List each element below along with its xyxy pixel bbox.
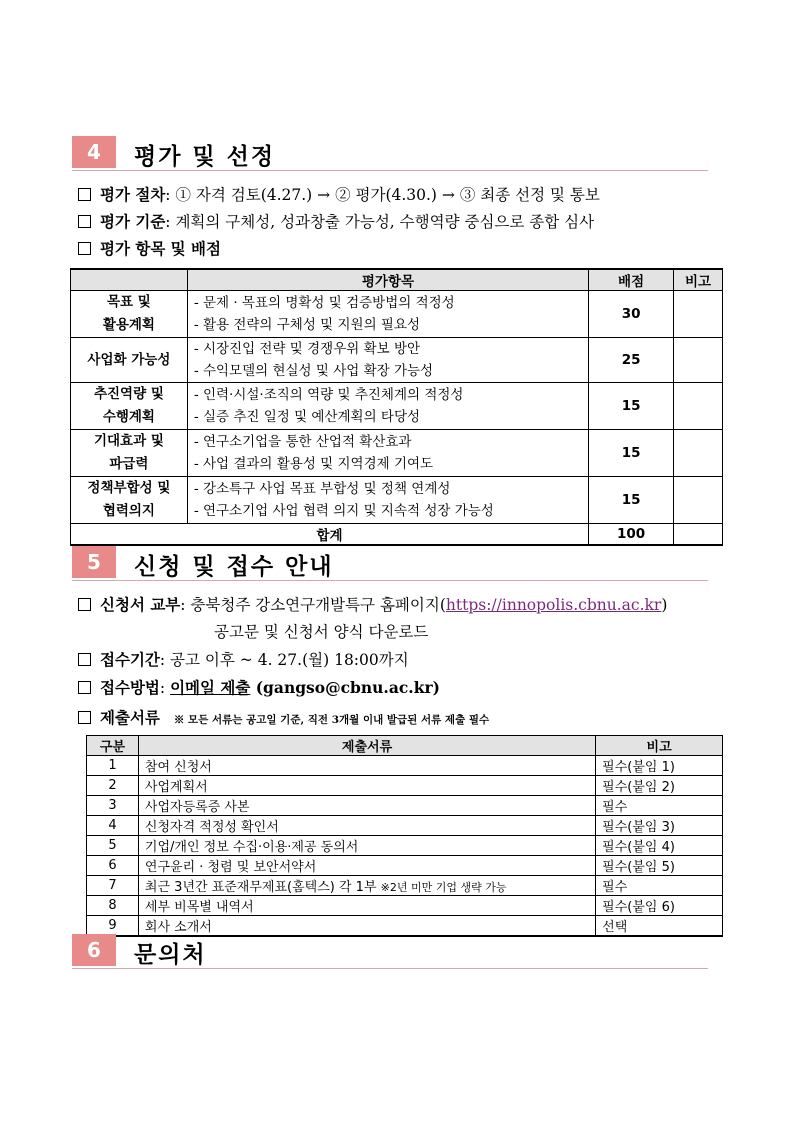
eval-total-score: 100 [589,524,674,546]
table-row: 6 연구윤리 · 청렴 및 보안서약서 필수(붙임 5) [87,856,723,876]
eval-score: 30 [589,291,674,338]
table-row: 7 최근 3년간 표준재무제표(홈텍스) 각 1부 ※2년 미만 기업 생략 가능 필수 [87,876,723,896]
eval-note [674,338,723,383]
section-title: 신청 및 접수 안내 [134,553,334,580]
eval-row [71,383,723,430]
eval-items: - 문제 · 목표의 명확성 및 검증방법의 적정성 - 활용 전략의 구체성 및 지원의 필요성 [187,291,588,338]
table-row: 9 회사 소개서 선택 [87,916,723,937]
eval-row [71,477,723,524]
eval-total-label: 합계 [71,524,589,546]
eval-score: 15 [589,430,674,477]
bullet-reception-method: 접수방법: 이메일 제출 (gangso@cbnu.ac.kr) [78,676,440,698]
eval-score: 15 [589,477,674,524]
eval-total-row [71,524,723,546]
section-6-header [72,934,708,969]
checkbox-square-icon [78,598,91,611]
bullet-submit-docs: 제출서류 ※ 모든 서류는 공고일 기준, 직전 3개월 이내 발급된 서류 제출 필수 [78,706,489,728]
eval-header-score: 배점 [589,269,674,291]
section-number: 4 [72,136,116,168]
eval-category: 정책부합성 및 협력의지 [71,477,188,524]
section-title: 평가 및 선정 [134,143,276,170]
eval-row [71,430,723,477]
eval-items: - 연구소기업을 통한 산업적 확산효과 - 사업 결과의 활용성 및 지역경제 기여도 [187,430,588,477]
eval-header-note: 비고 [674,269,723,291]
eval-score: 15 [589,383,674,430]
checkbox-square-icon [78,215,91,228]
eval-items: - 시장진입 전략 및 경쟁우위 확보 방안 - 수익모델의 현실성 및 사업 확장 가능성 [187,338,588,383]
eval-header-items: 평가항목 [187,269,588,291]
eval-row [71,338,723,383]
eval-category: 사업화 가능성 [71,338,188,383]
docs-header-note: 비고 [596,736,723,756]
submit-docs-note: ※ 모든 서류는 공고일 기준, 직전 3개월 이내 발급된 서류 제출 필수 [173,714,490,726]
eval-category: 추진역량 및 수행계획 [71,383,188,430]
eval-total-note [674,524,723,546]
section-number: 5 [72,546,116,578]
bullet-application-form-line2: 공고문 및 신청서 양식 다운로드 [214,623,429,641]
table-row: 4 신청자격 적정성 확인서 필수(붙임 3) [87,816,723,836]
eval-note [674,291,723,338]
evaluation-table [70,268,723,546]
bullet-eval-items: 평가 항목 및 배점 [78,237,221,259]
eval-note [674,430,723,477]
homepage-link[interactable]: https://innopolis.cbnu.ac.kr [445,596,662,614]
eval-note [674,383,723,430]
table-row: 5 기업/개인 정보 수집·이용·제공 동의서 필수(붙임 4) [87,836,723,856]
section-5-header [72,546,708,581]
eval-category: 목표 및 활용계획 [71,291,188,338]
bullet-reception-period: 접수기간: 공고 이후 ~ 4. 27.(월) 18:00까지 [78,648,409,670]
eval-note [674,477,723,524]
section-title: 문의처 [134,941,207,968]
docs-header-doc: 제출서류 [138,736,595,756]
eval-row [71,291,723,338]
table-row: 2 사업계획서 필수(붙임 2) [87,776,723,796]
docs-header-no: 구분 [87,736,139,756]
eval-items: - 인력·시설·조직의 역량 및 추진체계의 적정성 - 실증 추진 일정 및 예산계획의 타당성 [187,383,588,430]
checkbox-square-icon [78,711,91,724]
eval-category: 기대효과 및 파급력 [71,430,188,477]
bullet-application-form: 신청서 교부: 충북청주 강소연구개발특구 홈페이지(https://innopolis.cbnu.ac.kr) [78,593,667,615]
eval-header-blank [71,269,188,291]
checkbox-square-icon [78,242,91,255]
bullet-eval-procedure: 평가 절차: ① 자격 검토(4.27.) → ② 평가(4.30.) → ③ 최종 선정 및 통보 [78,183,600,205]
section-4-header [72,136,708,171]
table-row: 1 참여 신청서 필수(붙임 1) [87,756,723,776]
eval-items: - 강소특구 사업 목표 부합성 및 정책 연계성 - 연구소기업 사업 협력 의지 및 지속적 성장 가능성 [187,477,588,524]
table-row: 8 세부 비목별 내역서 필수(붙임 6) [87,896,723,916]
table-row: 3 사업자등록증 사본 필수 [87,796,723,816]
checkbox-square-icon [78,681,91,694]
section-number: 6 [72,934,116,966]
documents-table [86,735,723,937]
checkbox-square-icon [78,653,91,666]
email-address: (gangso@cbnu.ac.kr) [250,678,440,697]
bullet-eval-criteria: 평가 기준: 계획의 구체성, 성과창출 가능성, 수행역량 중심으로 종합 심사 [78,210,594,232]
eval-score: 25 [589,338,674,383]
checkbox-square-icon [78,188,91,201]
